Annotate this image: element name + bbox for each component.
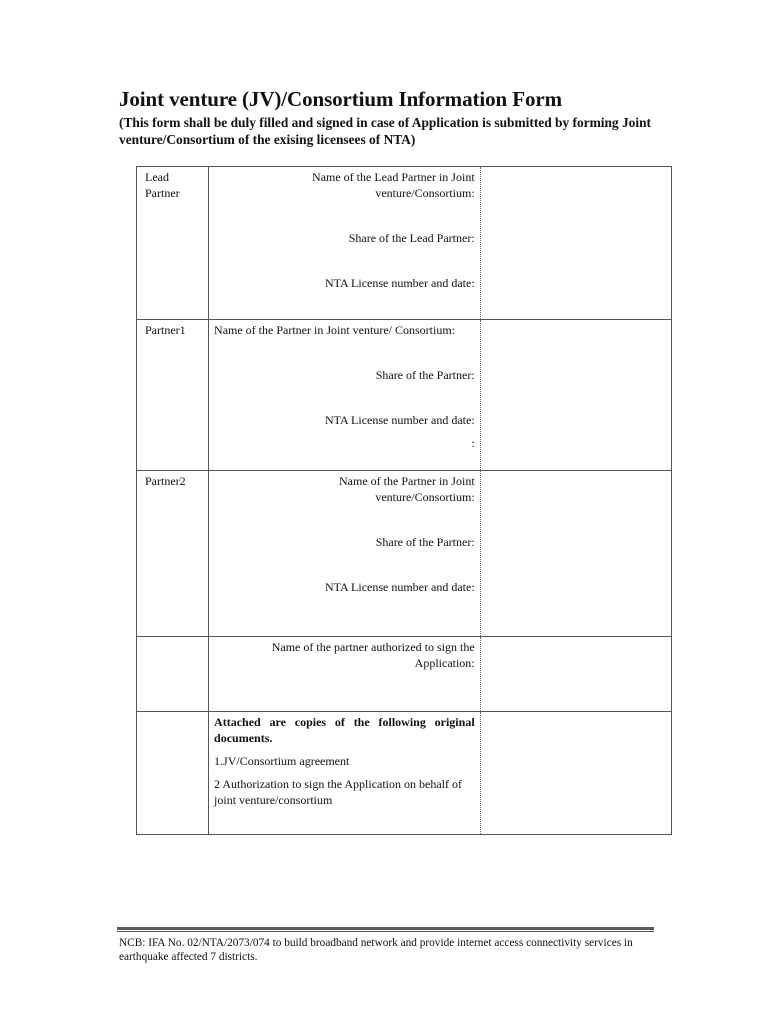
lead-partner-name-label: Name of the Lead Partner in Joint venture/Consortium: (312, 170, 475, 200)
authorized-partner-entry[interactable] (480, 637, 671, 712)
partner2-license-label: NTA License number and date: (325, 580, 475, 594)
attachments-heading: Attached are copies of the following original documents. (214, 715, 475, 745)
authorized-partner-row (137, 637, 672, 712)
authorized-partner-label-cell (137, 637, 209, 712)
partner1-license-label: NTA License number and date: (325, 413, 475, 427)
partner1-share-label: Share of the Partner: (375, 368, 475, 382)
partner1-label: Partner1 (137, 320, 209, 471)
partner2-share-label: Share of the Partner: (375, 535, 475, 549)
attachment-item-1: 1.JV/Consortium agreement (214, 754, 350, 768)
partner1-name-label: Name of the Partner in Joint venture/ Consortium: (214, 323, 455, 337)
partner2-name-label: Name of the Partner in Joint venture/Consortium: (339, 474, 475, 504)
attachments-row (137, 712, 672, 835)
form-title: Joint venture (JV)/Consortium Information Form (119, 87, 562, 111)
partner1-entry[interactable] (480, 320, 671, 471)
lead-partner-share-label: Share of the Lead Partner: (348, 231, 475, 245)
jv-information-table (136, 166, 672, 835)
footer-rule-thin (117, 931, 654, 932)
partner1-colon: : (471, 436, 475, 450)
authorized-partner-fields (209, 637, 481, 712)
attachment-item-2: 2 Authorization to sign the Application on behalf of joint venture/consortium (214, 777, 462, 807)
page-footer: NCB: IFA No. 02/NTA/2073/074 to build broadband network and provide internet access connectivity services in earthquake affected 7 districts. (119, 937, 633, 963)
footer-rule-thick (117, 927, 654, 930)
lead-partner-entry[interactable] (480, 167, 671, 320)
partner2-entry[interactable] (480, 471, 671, 637)
attachments-fields (209, 712, 481, 835)
form-subtitle: (This form shall be duly filled and signed in case of Application is submitted by forming Joint venture/Consortium of the exising licensees of NTA) (119, 115, 651, 147)
partner2-fields (209, 471, 481, 637)
authorized-partner-label: Name of the partner authorized to sign the Application: (271, 640, 475, 670)
attachments-entry[interactable] (480, 712, 671, 835)
lead-partner-label: Lead Partner (137, 167, 209, 320)
partner1-fields (209, 320, 481, 471)
partner2-row (137, 471, 672, 637)
attachments-label-cell (137, 712, 209, 835)
lead-partner-license-label: NTA License number and date: (325, 276, 475, 290)
lead-partner-fields (209, 167, 481, 320)
lead-partner-row (137, 167, 672, 320)
partner1-row (137, 320, 672, 471)
partner2-label: Partner2 (137, 471, 209, 637)
